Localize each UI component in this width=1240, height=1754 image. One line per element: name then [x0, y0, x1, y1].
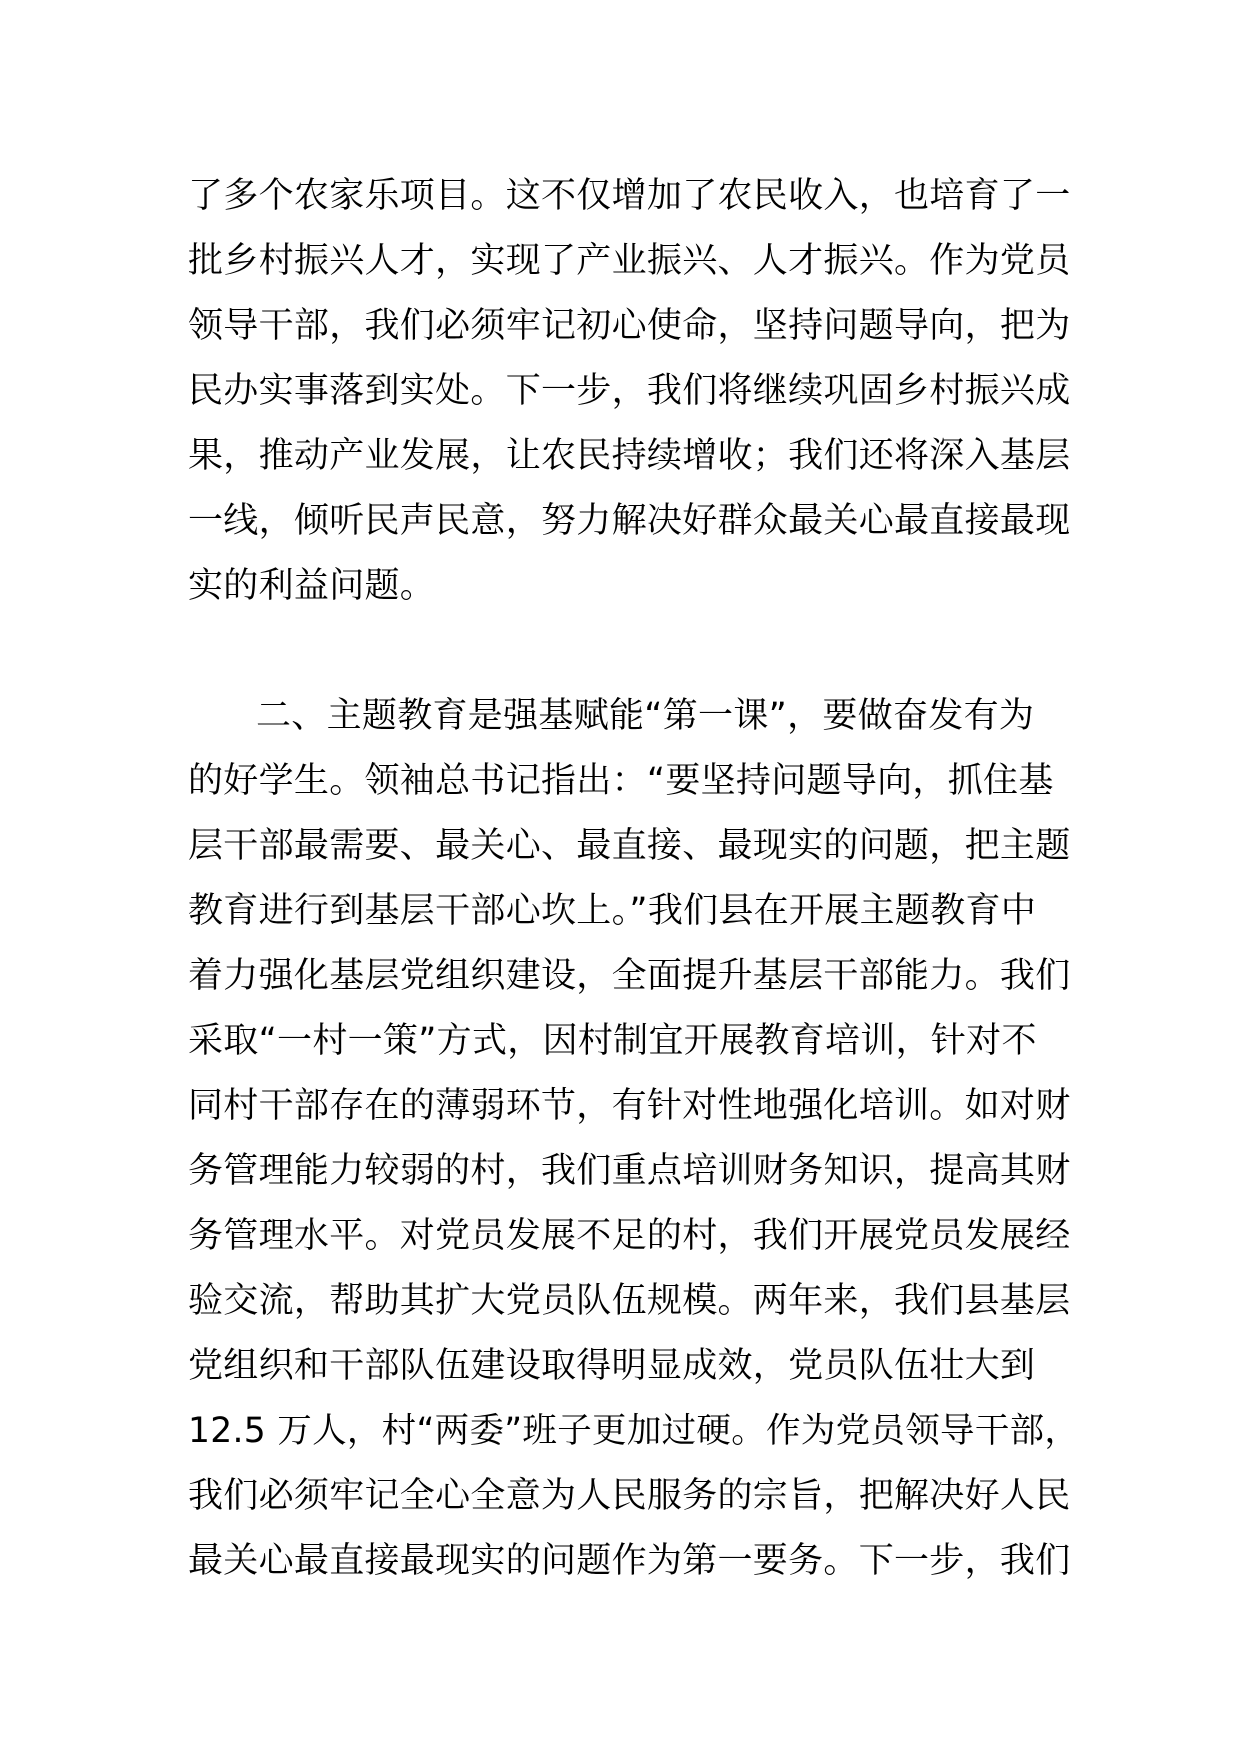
text-line: 一线，倾听民声民意，努力解决好群众最关心最直接最现: [188, 501, 1071, 541]
text-line: 果，推动产业发展，让农民持续增收；我们还将深入基层: [188, 436, 1071, 476]
text-line: 了多个农家乐项目。这不仅增加了农民收入，也培育了一: [188, 176, 1071, 216]
text-line: 务管理能力较弱的村，我们重点培训财务知识，提高其财: [188, 1151, 1071, 1191]
text-line: 同村干部存在的薄弱环节，有针对性地强化培训。如对财: [188, 1086, 1071, 1126]
text-line: 最关心最直接最现实的问题作为第一要务。下一步，我们: [188, 1541, 1071, 1581]
text-line: 验交流，帮助其扩大党员队伍规模。两年来，我们县基层: [188, 1281, 1071, 1321]
text-line: 采取“一村一策”方式，因村制宜开展教育培训，针对不: [188, 1021, 1037, 1061]
text-line: 层干部最需要、最关心、最直接、最现实的问题，把主题: [188, 826, 1071, 866]
text-line: 的好学生。领袖总书记指出：“要坚持问题导向，抓住基: [188, 761, 1054, 801]
paragraph-2: [188, 684, 1088, 1594]
text-line: 领导干部，我们必须牢记初心使命，坚持问题导向，把为: [188, 306, 1071, 346]
text-line: 党组织和干部队伍建设取得明显成效，党员队伍壮大到: [188, 1346, 1036, 1386]
text-line: 务管理水平。对党员发展不足的村，我们开展党员发展经: [188, 1216, 1071, 1256]
text-line: 我们必须牢记全心全意为人民服务的宗旨，把解决好人民: [188, 1476, 1071, 1516]
text-line: 12.5 万人，村“两委”班子更加过硬。作为党员领导干部，: [188, 1411, 1080, 1451]
paragraph-1: [188, 164, 1088, 619]
text-line: 批乡村振兴人才，实现了产业振兴、人才振兴。作为党员: [188, 241, 1071, 281]
text-line: 着力强化基层党组织建设，全面提升基层干部能力。我们: [188, 956, 1071, 996]
text-line-first: 二、主题教育是强基赋能“第一课”，要做奋发有为: [256, 696, 1035, 736]
text-line: 实的利益问题。: [188, 566, 436, 606]
text-line: 教育进行到基层干部心坎上。”我们县在开展主题教育中: [188, 891, 1037, 931]
text-line: 民办实事落到实处。下一步，我们将继续巩固乡村振兴成: [188, 371, 1071, 411]
